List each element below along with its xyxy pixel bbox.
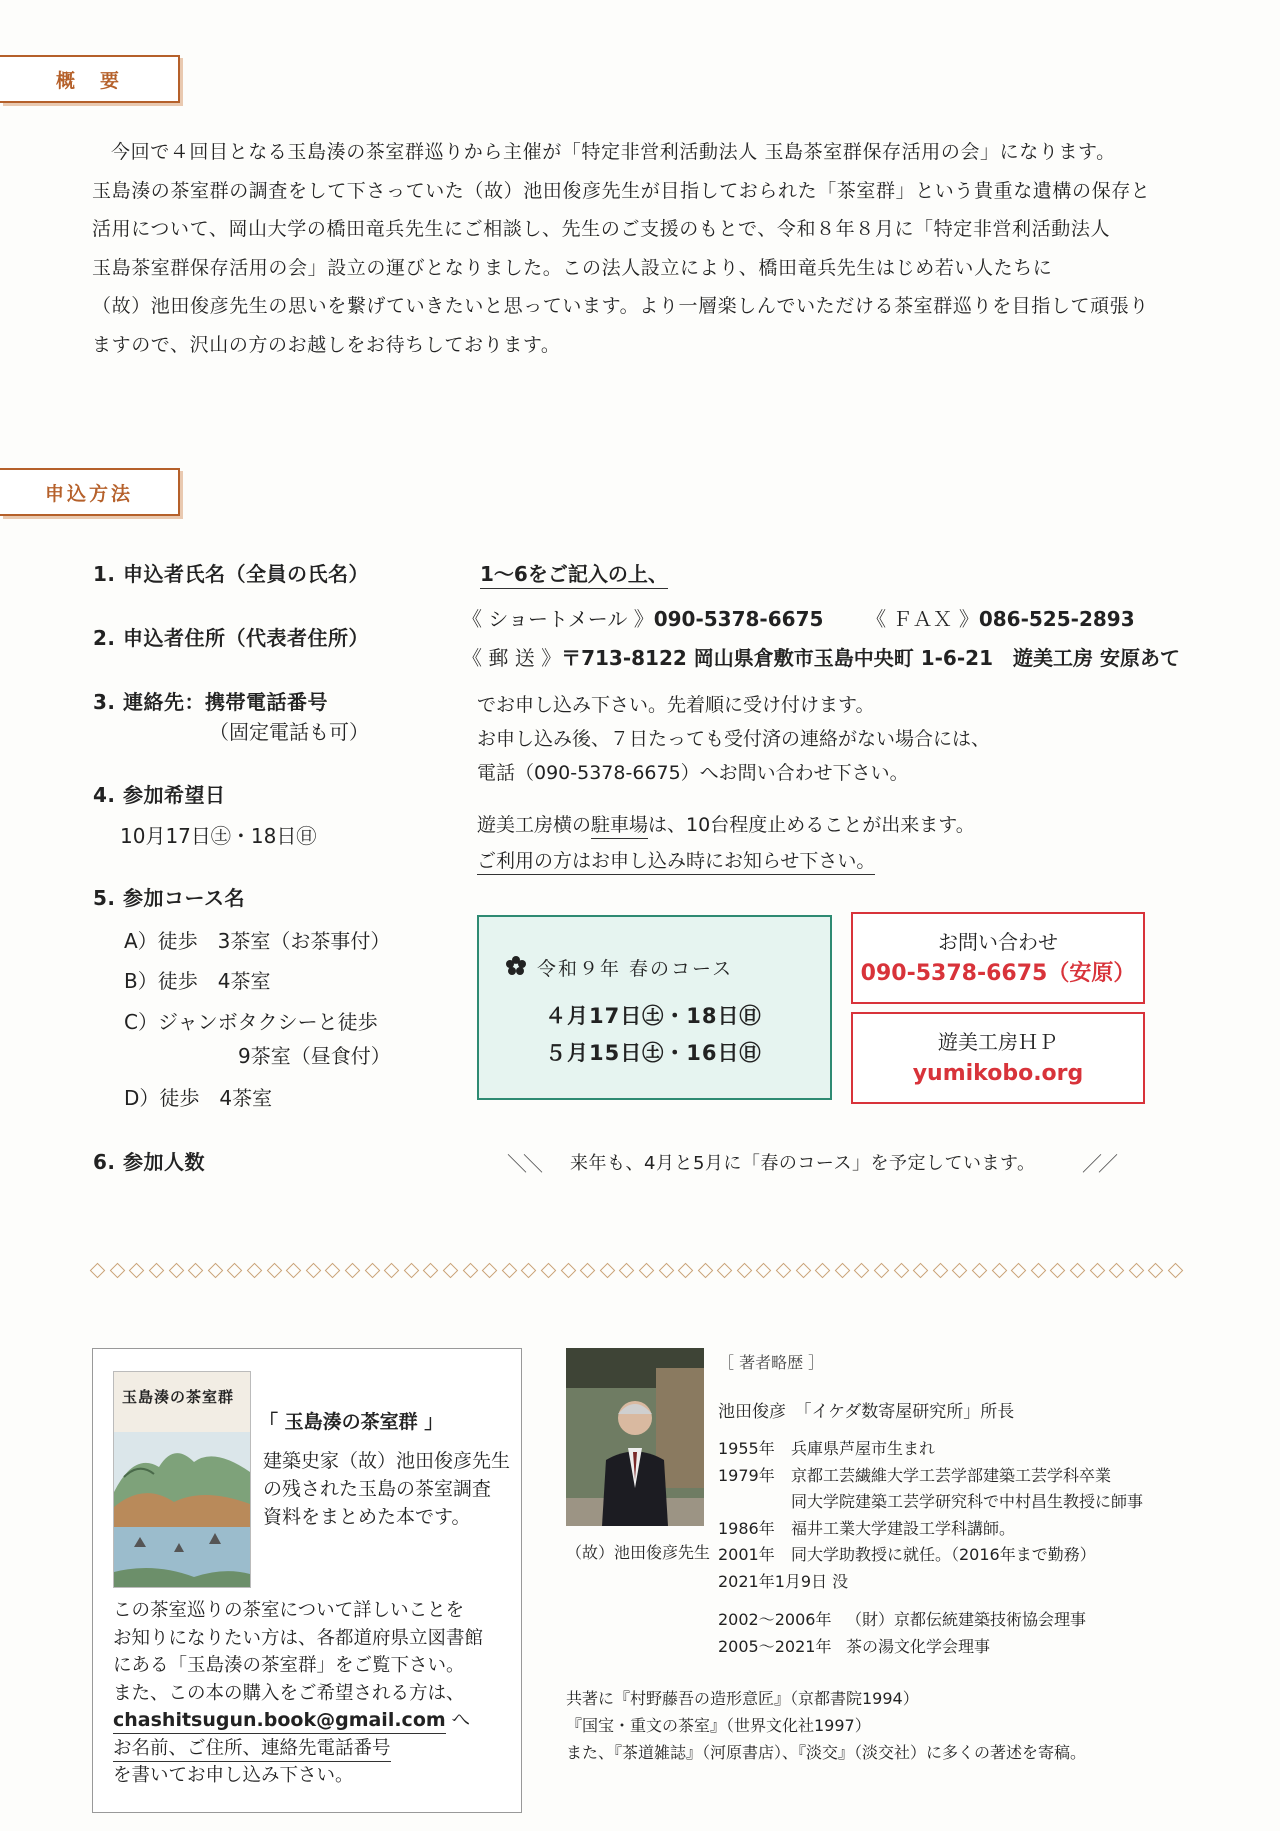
- history-year: 1955年: [718, 1439, 775, 1458]
- book-email-line: [113, 1707, 483, 1735]
- instruction-lead-text: 1～6をご記入の上、: [480, 562, 668, 589]
- ornament-diamond: [384, 1263, 400, 1279]
- course-c: C）ジャンボタクシーと徒歩: [124, 1010, 378, 1034]
- ornament-diamond: [874, 1263, 890, 1279]
- ornament-diamond: [521, 1263, 537, 1279]
- ornament-diamond: [795, 1263, 811, 1279]
- author-bio-heading: ［ 著者略歴 ］: [718, 1353, 825, 1372]
- parking-note-text: ご利用の方はお申し込み時にお知らせ下さい。: [477, 850, 875, 875]
- ornament-diamond: [208, 1263, 224, 1279]
- parking-keyword: 駐車場: [591, 814, 648, 839]
- overview-line: 玉島茶室群保存活用の会」設立の運びとなりました。この法人設立により、橋田竜兵先生はじめ若い人たちに: [92, 256, 1053, 279]
- spring-course-date: ４月17日㊏・18日㊐: [545, 1004, 762, 1028]
- ornament-diamond: [1168, 1263, 1184, 1279]
- ornament-diamond: [306, 1263, 322, 1279]
- history-year: 1979年: [718, 1465, 775, 1485]
- overview-line: 活用について、岡山大学の橋田竜兵先生にご相談し、先生のご支援のもとで、令和８年８月に「特定非営利活動法人: [92, 218, 1111, 240]
- ornament-diamond: [933, 1263, 949, 1279]
- ornament-diamond: [443, 1263, 459, 1279]
- book-email-link[interactable]: chashitsugun.book@gmail.com: [113, 1709, 446, 1734]
- ornament-diamond: [404, 1263, 420, 1279]
- course-a: A）徒歩 3茶室（お茶事付）: [124, 929, 391, 953]
- ornament-diamond: [697, 1263, 713, 1279]
- contact-label: お問い合わせ: [938, 930, 1058, 954]
- ornament-diamond: [639, 1263, 655, 1279]
- ornament-divider: [88, 1262, 1198, 1280]
- history-text: 同大学院建築工芸学研究科で中村昌生教授に師事: [791, 1492, 1144, 1511]
- course-d: D）徒歩 4茶室: [124, 1086, 273, 1110]
- book-body-line: にある「玉島湊の茶室群」をご覧下さい。: [113, 1655, 465, 1676]
- instruction-lead: [480, 558, 668, 587]
- ornament-diamond: [286, 1263, 302, 1279]
- ornament-diamond: [462, 1263, 478, 1279]
- ornament-diamond: [345, 1263, 361, 1279]
- ornament-diamond: [952, 1263, 968, 1279]
- book-body-line: お知りになりたい方は、各都道府県立図書館: [113, 1627, 484, 1649]
- ornament-diamond: [972, 1263, 988, 1279]
- book-body-line: また、この本の購入をご希望される方は、: [113, 1682, 465, 1704]
- parking-text: 遊美工房横の: [477, 814, 592, 836]
- history-year: 2021年1月9日 没: [718, 1571, 849, 1591]
- book-body: [113, 1597, 483, 1790]
- book-description-line: 資料をまとめた本です。: [263, 1506, 471, 1528]
- ornament-diamond: [737, 1263, 753, 1279]
- spring-course-date: ５月15日㊏・16日㊐: [545, 1041, 762, 1065]
- item-contact-note: （固定電話も可）: [209, 720, 369, 744]
- overview-heading: 概 要: [0, 55, 180, 103]
- ornament-diamond: [1148, 1263, 1164, 1279]
- overview-line: （故）池田俊彦先生の思いを繋げていきたいと思っています。より一層楽しんでいただける茶室群巡りを目指して頑張り: [92, 295, 1149, 317]
- ornament-diamond: [1070, 1263, 1086, 1279]
- note-line: 電話（090-5378-6675）へお問い合わせ下さい。: [477, 762, 909, 784]
- item-address: 2. 申込者住所（代表者住所）: [93, 626, 369, 650]
- ornament-diamond: [756, 1263, 772, 1279]
- author-photo-caption: （故）池田俊彦先生: [566, 1543, 711, 1562]
- author-name-line: 池田俊彦 「イケダ数寄屋研究所」所長: [718, 1402, 1015, 1422]
- application-heading: 申込方法: [0, 468, 180, 516]
- ornament-diamond: [1050, 1263, 1066, 1279]
- author-works-line: 共著に『村野藤吾の造形意匠』（京都書院1994）: [566, 1689, 919, 1708]
- overview-line: 今回で４回目となる玉島湊の茶室群巡りから主催が「特定非営利活動法人 玉島茶室群保存活用の会」になります。: [111, 141, 1116, 163]
- ornament-diamond: [364, 1263, 380, 1279]
- ornament-diamond: [678, 1263, 694, 1279]
- homepage-link[interactable]: yumikobo.org: [912, 1061, 1084, 1086]
- post-line: [462, 642, 1180, 671]
- note-line: でお申し込み下さい。先着順に受け付けます。: [477, 694, 875, 716]
- spring-course-title: 令和９年 春のコース: [537, 958, 734, 980]
- history-text: 兵庫県芦屋市生まれ: [791, 1439, 936, 1458]
- ornament-diamond: [423, 1263, 439, 1279]
- item-course: 5. 参加コース名: [93, 886, 245, 910]
- homepage-box: [851, 1012, 1145, 1104]
- parking-line: [477, 810, 975, 837]
- ornament-diamond: [1128, 1263, 1144, 1279]
- ornament-diamond: [325, 1263, 341, 1279]
- overview-line: 玉島湊の茶室群の調査をして下さっていた（故）池田俊彦先生が目指しておられた「茶室群」という貴重な遺構の保存と: [92, 179, 1151, 202]
- ornament-diamond: [658, 1263, 674, 1279]
- item-participants: 6. 参加人数: [93, 1150, 205, 1174]
- item-name: 1. 申込者氏名（全員の氏名）: [93, 562, 369, 586]
- overview-paragraph: [92, 133, 1242, 364]
- post-address: 〒713-8122 岡山県倉敷市玉島中央町 1-6-21 遊美工房 安原あて: [561, 646, 1180, 670]
- ornament-diamond: [991, 1263, 1007, 1279]
- ornament-diamond: [149, 1263, 165, 1279]
- item-contact: 3. 連絡先：携帯電話番号: [93, 690, 328, 714]
- author-photo: [566, 1348, 704, 1526]
- flower-icon: [505, 955, 527, 981]
- ornament-diamond: [482, 1263, 498, 1279]
- ornament-diamond: [815, 1263, 831, 1279]
- overview-line: ますので、沢山の方のお越しをお待ちしております。: [92, 333, 561, 356]
- slash-decoration: ／／: [1082, 1152, 1114, 1176]
- sms-line: [462, 603, 1135, 632]
- book-required-info: お名前、ご住所、連絡先電話番号: [113, 1738, 391, 1762]
- role-text: （財）京都伝統建築技術協会理事: [846, 1610, 1087, 1629]
- sms-number: 090-5378-6675: [653, 607, 824, 631]
- ornament-diamond: [1011, 1263, 1027, 1279]
- book-body-line: を書いてお申し込み下さい。: [113, 1765, 354, 1786]
- ornament-diamond: [1031, 1263, 1047, 1279]
- book-info-box: [92, 1348, 522, 1813]
- ornament-diamond: [854, 1263, 870, 1279]
- spring-footnote: 来年も、4月と5月に「春のコース」を予定しています。: [570, 1153, 1036, 1174]
- book-body-line: この茶室巡りの茶室について詳しいことを: [113, 1600, 465, 1621]
- ornament-diamond: [227, 1263, 243, 1279]
- ornament-diamond: [560, 1263, 576, 1279]
- ornament-diamond: [913, 1263, 929, 1279]
- book-title: 「 玉島湊の茶室群 」: [259, 1411, 444, 1433]
- fax-number: 086-525-2893: [978, 607, 1135, 631]
- ornament-diamond: [580, 1263, 596, 1279]
- ornament-diamond: [619, 1263, 635, 1279]
- history-text: 同大学助教授に就任。（2016年まで勤務）: [791, 1545, 1096, 1564]
- spring-course-box: [477, 915, 832, 1100]
- ornament-diamond: [247, 1263, 263, 1279]
- ornament-diamond: [501, 1263, 517, 1279]
- book-description-line: の残された玉島の茶室調査: [263, 1478, 492, 1500]
- author-works-line: 『国宝・重文の茶室』（世界文化社1997）: [566, 1716, 871, 1735]
- role-year: 2002～2006年: [718, 1610, 832, 1629]
- ornament-diamond: [776, 1263, 792, 1279]
- contact-box: [851, 912, 1145, 1004]
- parking-note: [477, 846, 875, 873]
- course-c-detail: 9茶室（昼食付）: [238, 1044, 391, 1068]
- ornament-diamond: [541, 1263, 557, 1279]
- history-year: 2001年: [718, 1545, 775, 1564]
- history-year: 1986年: [718, 1518, 775, 1538]
- item-date-value: 10月17日㊏・18日㊐: [120, 824, 317, 848]
- author-works: [566, 1685, 1086, 1766]
- ornament-diamond: [168, 1263, 184, 1279]
- author-works-line: また、『茶道雑誌』（河原書店）、『淡交』（淡交社）に多くの著述を寄稿。: [566, 1743, 1087, 1762]
- post-label: 《 郵 送 》: [462, 646, 562, 670]
- ornament-diamond: [717, 1263, 733, 1279]
- ornament-diamond: [266, 1263, 282, 1279]
- book-description-line: 建築史家（故）池田俊彦先生: [263, 1450, 511, 1472]
- ornament-diamond: [129, 1263, 145, 1279]
- ornament-diamond: [599, 1263, 615, 1279]
- ornament-diamond: [188, 1263, 204, 1279]
- ornament-diamond: [110, 1263, 126, 1279]
- contact-phone[interactable]: 090-5378-6675（安原）: [860, 961, 1136, 986]
- ornament-diamond: [893, 1263, 909, 1279]
- book-body-line: [113, 1735, 483, 1763]
- book-email-suffix: へ: [445, 1710, 471, 1731]
- ornament-diamond: [1109, 1263, 1125, 1279]
- role-text: 茶の湯文化学会理事: [846, 1636, 991, 1656]
- history-text: 福井工業大学建設工学科講師。: [791, 1518, 1016, 1538]
- role-year: 2005～2021年: [718, 1636, 832, 1656]
- ornament-diamond: [835, 1263, 851, 1279]
- ornament-diamond: [1089, 1263, 1105, 1279]
- note-line: お申し込み後、７日たっても受付済の連絡がない場合には、: [477, 728, 991, 750]
- sms-label: 《 ショートメール 》: [462, 607, 654, 631]
- homepage-label: 遊美工房ＨＰ: [938, 1030, 1058, 1054]
- fax-label: 《 ＦＡＸ 》: [866, 607, 979, 631]
- slash-decoration: ＼＼: [507, 1152, 539, 1176]
- parking-text: は、10台程度止めることが出来ます。: [648, 814, 975, 836]
- book-cover-image: [113, 1371, 251, 1588]
- ornament-diamond: [90, 1263, 106, 1279]
- history-text: 京都工芸繊維大学工芸学部建築工芸学科卒業: [791, 1465, 1112, 1485]
- course-b: B）徒歩 4茶室: [124, 969, 271, 993]
- book-description: [263, 1447, 510, 1531]
- book-cover-title: 玉島湊の茶室群: [122, 1388, 235, 1406]
- item-date: 4. 参加希望日: [93, 783, 226, 807]
